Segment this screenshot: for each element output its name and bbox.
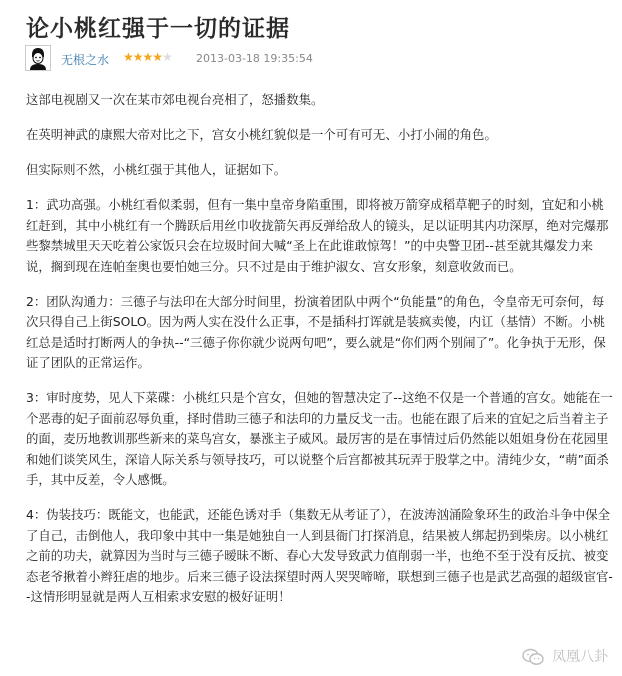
avatar[interactable] [25, 45, 51, 71]
user-avatar-icon [26, 46, 50, 70]
paragraph-point-3: 3：审时度势，见人下菜碟：小桃红只是个宫女，但她的智慧决定了--这绝不仅是一个普通的宫女。她能在一个恶毒的妃子面前忍辱负重，择时借助三德子和法印的力量反戈一击。也能在跟了后来的宜妃之后当着主子的面，麦历地教训那些新来的菜鸟宫女，暴涨主子威风。最厉害的是在事情过后仍然能以姐姐身份在花园里和她们谈笑风生，深谙人际关系与领导技巧，可以说整个后宫都被其玩弄于股掌之中。清纯少女，“萌”面杀手，其中反差，令人感慨。 [26, 390, 613, 487]
paragraph-point-1: 1：武功高强。小桃红看似柔弱，但有一集中皇帝身陷重围，即将被万箭穿成稻草靶子的时刻，宜妃和小桃红赶到，其中小桃红有一个腾跃后用丝巾收拢箭矢再反弹给敌人的镜头，足以证明其内功深厚，绝对完爆那些黎禁城里天天吃着公家饭只会在垃圾时间大喊“圣上在此谁敢惊驾！”的中央警卫团--甚至就其爆发力来说，搁到现在连帕奎奥也要怕她三分。只不过是由于维护淑女、宫女形象，刻意收敛而已。 [26, 197, 609, 274]
watermark [522, 646, 608, 668]
paragraph-context: 在英明神武的康熙大帝对比之下，宫女小桃红貌似是一个可有可无、小打小闹的角色。 [26, 127, 497, 142]
article-title: 论小桃红强于一切的证据 [26, 16, 290, 42]
review-body [26, 90, 614, 622]
review-meta [25, 45, 425, 73]
author-link[interactable]: 无根之水 [61, 53, 110, 67]
paragraph-thesis: 但实际则不然，小桃红强于其他人，证据如下。 [26, 162, 287, 177]
paragraph-point-4: 4：伪装技巧：既能文，也能武，还能色诱对手（集数无从考证了），在波涛汹涌险象环生的政治斗争中保全了自己，击倒他人，我印象中其中一集是她独自一人到县衙门打探消息，结果被人绑起扔到柴房。以小桃红之前的功夫，就算因为当时与三德子暧昧不断、春心大发导致武力值削弱一半，也绝不至于没有反抗、被变态老爷揪着小辫狂虐的地步。后来三德子设法探望时两人哭哭啼啼，联想到三德子也是武艺高强的超级宦官--这情形明显就是两人互相索求安慰的极好证明！ [26, 507, 613, 604]
star-filled-icon: ★ [132, 50, 143, 64]
wechat-icon [522, 648, 544, 666]
star-filled-icon: ★ [123, 50, 133, 64]
watermark-text: 凤凰八卦 [552, 649, 608, 665]
rating-stars [123, 50, 172, 64]
review-datetime: 2013-03-18 19:35:54 [196, 52, 313, 65]
star-filled-icon: ★ [152, 50, 163, 64]
star-empty-icon: ★ [162, 50, 172, 64]
paragraph-point-2: 2：团队沟通力：三德子与法印在大部分时间里，扮演着团队中两个“负能量”的角色，令皇帝无可奈何，每次只得自己上街SOLO。因为两人实在没什么正事，不是插科打诨就是装疯卖傻，内讧（基情）不断。小桃红总是适时打断两人的争执--“三德子你你就少说两句吧”，要么就是“你们两个别闹了”。化争执于无形，保证了团队的正常运作。 [26, 293, 606, 370]
star-filled-icon: ★ [142, 50, 153, 64]
paragraph-intro: 这部电视剧又一次在某市郊电视台亮相了，怒播数集。 [26, 92, 324, 107]
